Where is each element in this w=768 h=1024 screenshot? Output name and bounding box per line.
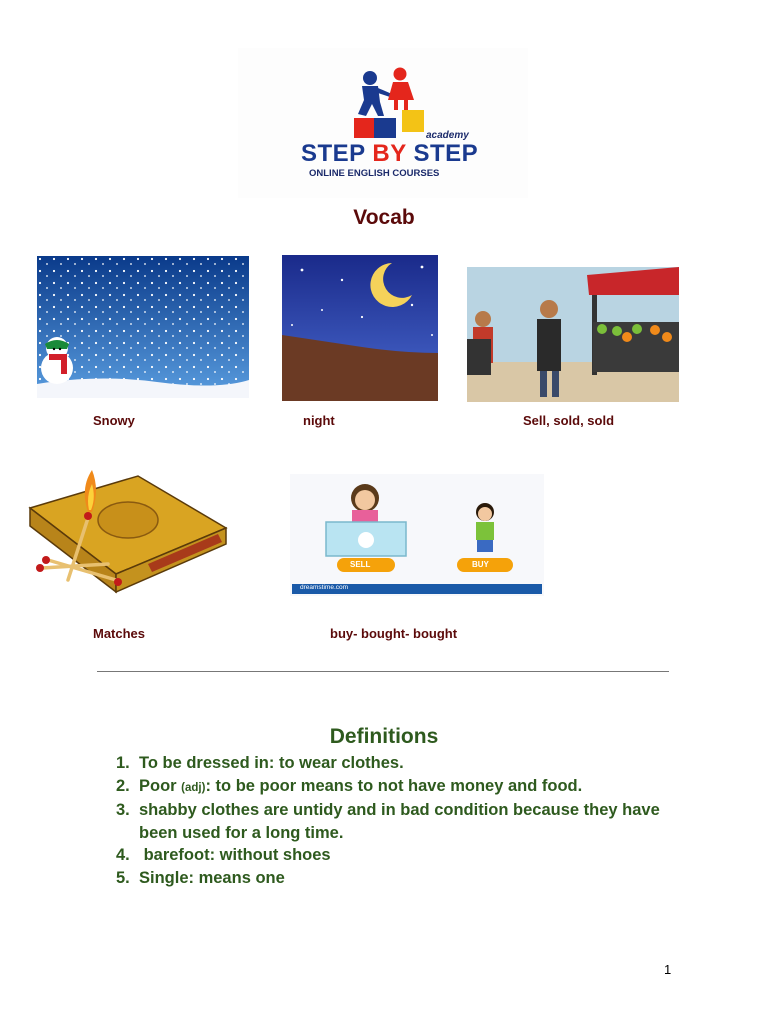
vocab-heading: Vocab (353, 206, 415, 229)
market-stall-icon (467, 267, 679, 402)
buy-badge: BUY (472, 560, 489, 569)
caption-night: night (303, 413, 335, 428)
snowy-image (37, 256, 249, 398)
watermark: dreamstime.com (300, 584, 349, 591)
matches-image (28, 468, 228, 596)
logo-academy-text: academy (426, 130, 469, 141)
caption-sell: Sell, sold, sold (523, 413, 615, 428)
definition-item: 3. shabby clothes are untidy and in bad condition because they have been used for a long time. (116, 801, 660, 842)
definition-item: 1. To be dressed in: to wear clothes. (116, 754, 404, 772)
matchbox-icon (28, 468, 228, 596)
snowman-icon (37, 256, 249, 398)
section-divider (97, 671, 669, 672)
sell-badge: SELL (350, 560, 371, 569)
academy-logo (238, 48, 528, 198)
page-number: 1 (664, 962, 672, 977)
definition-item: 4. barefoot: without shoes (116, 846, 331, 864)
definitions-heading: Definitions (329, 725, 439, 748)
definition-item: 5. Single: means one (116, 868, 285, 887)
kids-sell-buy-icon (290, 474, 544, 596)
logo-wordmark: STEP BY STEP (301, 140, 479, 167)
definitions-list (0, 752, 699, 889)
caption-snowy: Snowy (93, 413, 135, 428)
sell-buy-image (290, 474, 544, 596)
moon-icon (282, 255, 438, 401)
night-image (282, 255, 438, 401)
caption-buy: buy- bought- bought (330, 626, 458, 641)
caption-matches: Matches (93, 626, 146, 641)
kids-on-blocks-icon (348, 66, 428, 144)
definition-item: 2. Poor (adj): to be poor means to not have money and food. (116, 776, 583, 795)
logo-subtitle: ONLINE ENGLISH COURSES (309, 168, 440, 179)
market-image (467, 267, 679, 402)
